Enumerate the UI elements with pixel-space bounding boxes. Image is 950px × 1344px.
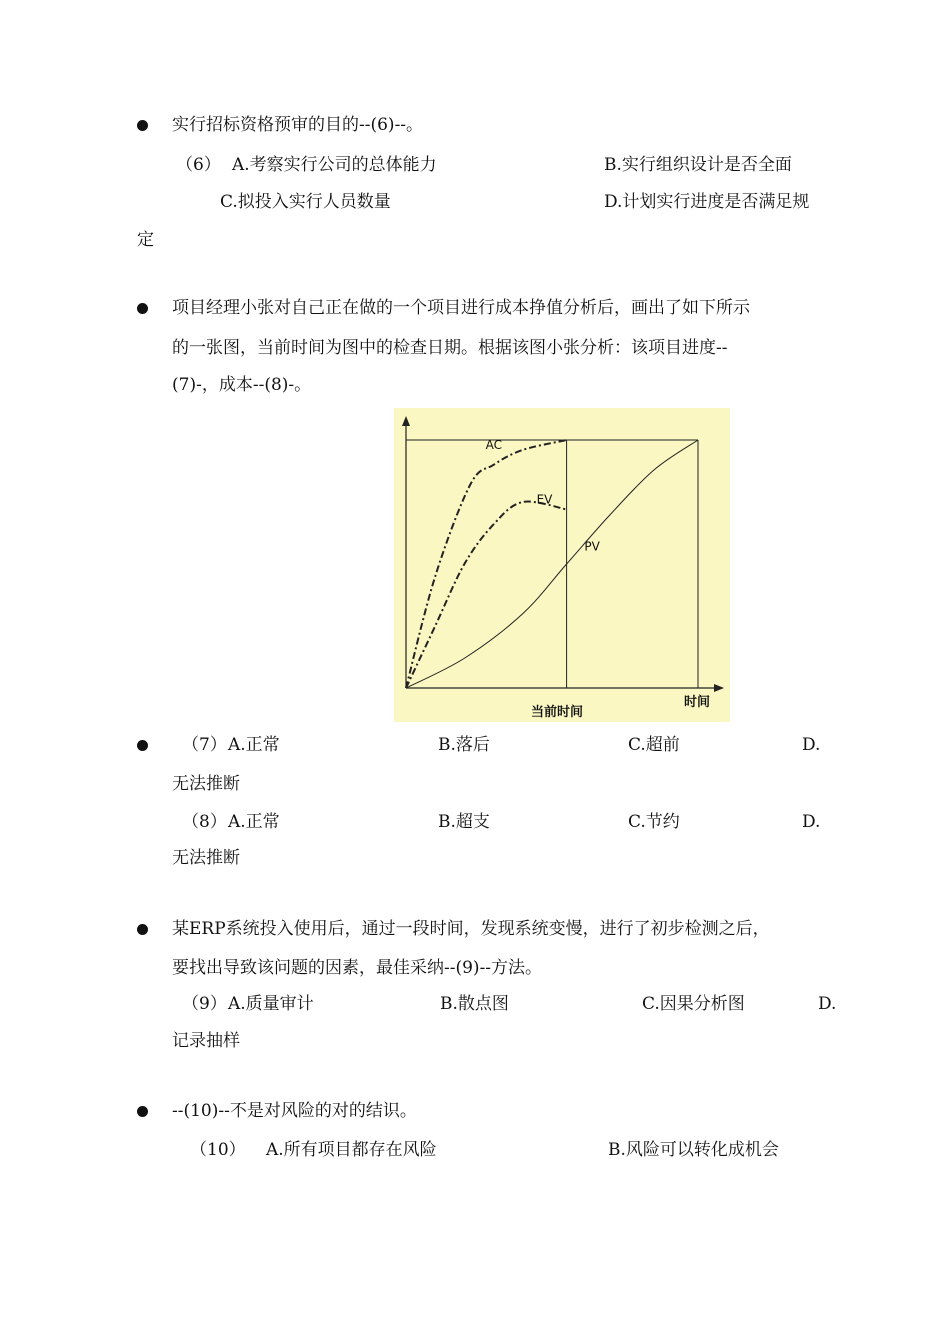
question-7-8-stem-line3: (7)-，成本--(8)-。 <box>172 375 312 395</box>
question-8-option-b: B.超支 <box>438 812 490 832</box>
chart-background <box>394 408 730 722</box>
question-9-stem-line2: 要找出导致该问题的因素，最佳采纳--(9)--方法。 <box>172 958 543 978</box>
question-7-option-d-wrap: 无法推断 <box>172 774 240 794</box>
bullet <box>137 1106 148 1117</box>
current-time-label: 当前时间 <box>531 705 584 720</box>
question-10-label: （10） <box>190 1140 246 1160</box>
earned-value-chart-svg <box>394 408 730 722</box>
bullet <box>137 924 148 935</box>
question-10-option-a: A.所有项目都存在风险 <box>266 1140 437 1160</box>
question-7-option-a: A.正常 <box>228 735 280 755</box>
x-axis-label: 时间 <box>684 695 711 710</box>
question-8-option-d-wrap: 无法推断 <box>172 848 240 868</box>
bullet <box>137 303 148 314</box>
question-9-option-b: B.散点图 <box>440 994 509 1014</box>
question-8-option-c: C.节约 <box>628 812 680 832</box>
earned-value-chart <box>394 408 730 722</box>
question-9-stem-line1: 某ERP系统投入使用后，通过一段时间，发现系统变慢，进行了初步检测之后， <box>172 919 770 939</box>
question-9-option-d: D. <box>818 994 837 1014</box>
question-6-label: （6） <box>176 155 221 175</box>
series-ac-label: AC <box>485 437 502 452</box>
question-8-label: （8） <box>182 812 227 832</box>
question-9-option-a: A.质量审计 <box>228 994 314 1014</box>
bullet <box>137 740 148 751</box>
question-8-option-a: A.正常 <box>228 812 280 832</box>
question-7-8-stem-line1: 项目经理小张对自己正在做的一个项目进行成本挣值分析后，画出了如下所示 <box>172 298 750 318</box>
question-9-label: （9） <box>182 994 227 1014</box>
question-7-option-d: D. <box>802 735 821 755</box>
bullet <box>137 120 148 131</box>
series-ev-label: EV <box>536 492 553 507</box>
question-6-option-b: B.实行组织设计是否全面 <box>604 155 792 175</box>
series-pv-label: PV <box>584 539 600 554</box>
question-9-option-c: C.因果分析图 <box>642 994 745 1014</box>
question-8-option-d: D. <box>802 812 821 832</box>
question-6-option-d: D.计划实行进度是否满足规 <box>604 192 810 212</box>
question-6-option-a: A.考察实行公司的总体能力 <box>232 155 437 175</box>
question-6-option-d-wrap: 定 <box>137 230 154 250</box>
question-7-option-b: B.落后 <box>438 735 490 755</box>
question-7-option-c: C.超前 <box>628 735 680 755</box>
question-10-stem: --(10)--不是对风险的对的结识。 <box>172 1101 417 1121</box>
question-6-stem: 实行招标资格预审的目的--(6)--。 <box>172 115 424 135</box>
question-7-label: （7） <box>182 735 227 755</box>
question-6-option-c: C.拟投入实行人员数量 <box>220 192 391 212</box>
question-9-option-d-wrap: 记录抽样 <box>172 1031 240 1051</box>
question-10-option-b: B.风险可以转化成机会 <box>608 1140 779 1160</box>
question-7-8-stem-line2: 的一张图，当前时间为图中的检查日期。根据该图小张分析：该项目进度-- <box>172 338 728 358</box>
